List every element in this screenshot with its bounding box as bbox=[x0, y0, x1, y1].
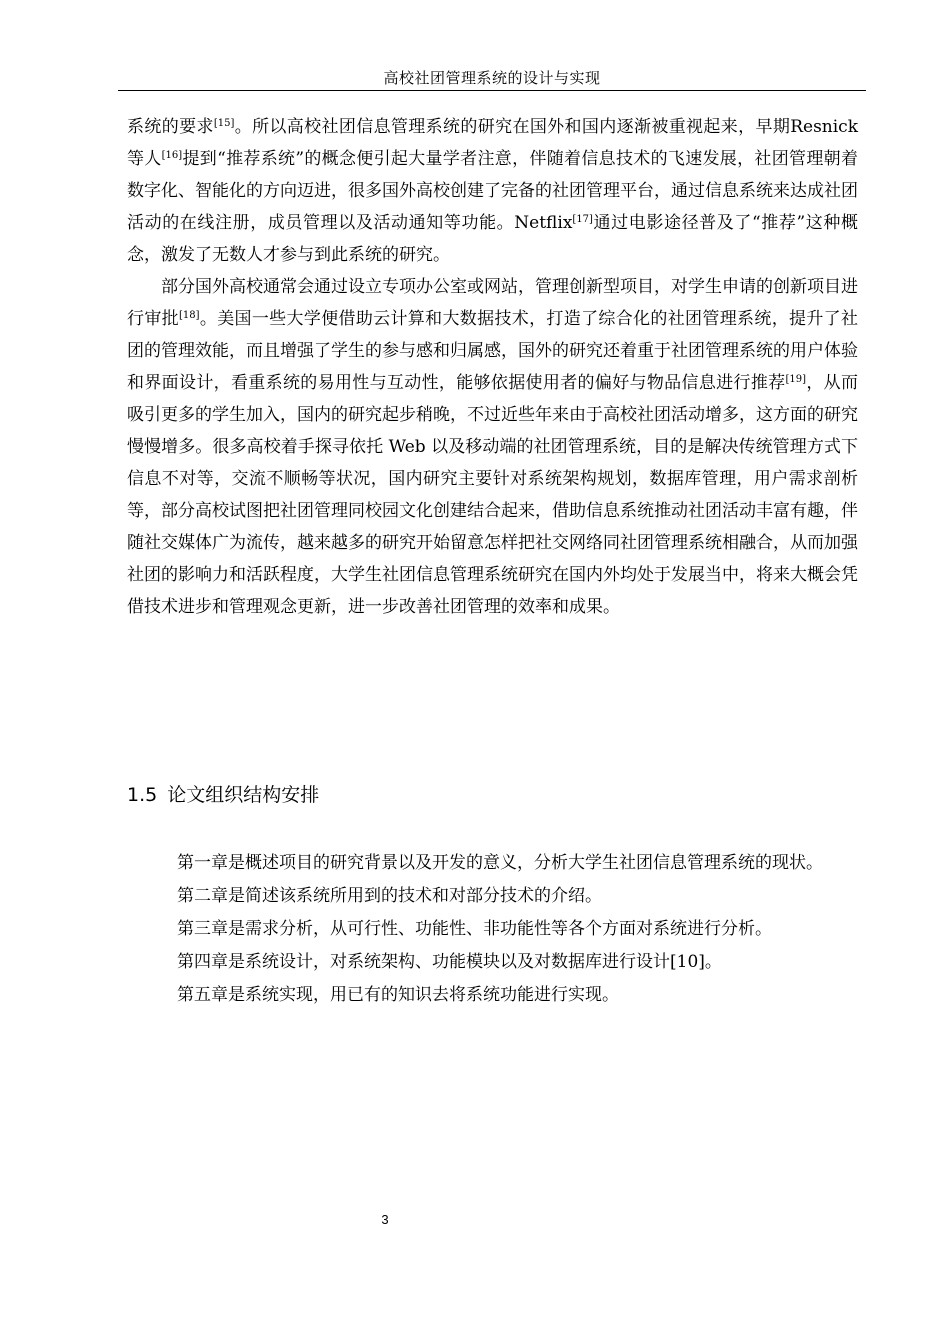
citation-15: [15] bbox=[213, 118, 235, 129]
running-header: 高校社团管理系统的设计与实现 bbox=[383, 69, 601, 87]
chapter-2: 第二章是简述该系统所用到的技术和对部分技术的介绍。 bbox=[177, 886, 602, 906]
citation-17: [17] bbox=[572, 214, 593, 225]
citation-18: [18] bbox=[179, 310, 200, 321]
chapter-4: 第四章是系统设计，对系统架构、功能模块以及对数据库进行设计[10]。 bbox=[177, 952, 722, 972]
paragraph-1 bbox=[127, 111, 858, 271]
header-rule bbox=[118, 90, 866, 91]
citation-19: [19] bbox=[785, 374, 807, 385]
p2-text-3: ，从而吸引更多的学生加入，国内的研究起步稍晚，不过近些年来由于高校社团活动增多，这方面的研究慢慢增多。很多高校着手探寻依托 Web 以及移动端的社团管理系统，目的是解决传统管理方式下信息不对等，交流不顺畅等状况，国内研究主要针对系统架构规划，数据库管理，用户需求剖析等，部分高校试图把社团管理同校园文化创建结合起来，借助信息系统推动社团活动丰富有趣，伴随社交媒体广为流传，越来越多的研究开始留意怎样把社交网络同社团管理系统相融合，从而加强社团的影响力和活跃程度，大学生社团信息管理系统研究在国内外均处于发展当中，将来大概会凭借技术进步和管理观念更新，进一步改善社团管理的效率和成果。 bbox=[127, 373, 859, 617]
body-text bbox=[127, 111, 858, 623]
paragraph-2 bbox=[127, 271, 858, 623]
section-title: 论文组织结构安排 bbox=[167, 784, 320, 806]
p1-text-3: 提到“推荐系统”的概念便引起大量学者注意，伴随着信息技术的飞速发展，社团管理朝着数字化、智能化的方向迈进，很多国外高校创建了完备的社团管理平台，通过信息系统来达成社团活动的在线注册，成员管理以及活动通知等功能。Netflix bbox=[127, 149, 858, 233]
chapter-1: 第一章是概述项目的研究背景以及开发的意义，分析大学生社团信息管理系统的现状。 bbox=[177, 853, 823, 873]
chapter-list bbox=[143, 847, 858, 1012]
chapter-5: 第五章是系统实现，用已有的知识去将系统功能进行实现。 bbox=[177, 985, 619, 1005]
p1-text-4: 通过电影途径普及了“推荐”这种概念，激发了无数人才参与到此系统的研究。 bbox=[127, 213, 858, 265]
p1-text-2: 。所以高校社团信息管理系统的研究在国外和国内逐渐被重视起来，早期Resnick 等人 bbox=[127, 117, 859, 169]
citation-16: [16] bbox=[161, 150, 183, 161]
p2-text-1: 部分国外高校通常会通过设立专项办公室或网站，管理创新型项目，对学生申请的创新项目进行审批 bbox=[127, 277, 858, 329]
section-heading bbox=[127, 780, 319, 810]
page-number: 3 bbox=[381, 1212, 389, 1227]
p2-text-2: 。美国一些大学便借助云计算和大数据技术，打造了综合化的社团管理系统，提升了社团的管理效能，而且增强了学生的参与感和归属感，国外的研究还着重于社团管理系统的用户体验和界面设计，看重系统的易用性与互动性，能够依据使用者的偏好与物品信息进行推荐 bbox=[127, 309, 859, 393]
p1-text-1: 系统的要求 bbox=[127, 117, 214, 137]
section-number: 1.5 bbox=[127, 784, 158, 806]
chapter-3: 第三章是需求分析，从可行性、功能性、非功能性等各个方面对系统进行分析。 bbox=[177, 919, 772, 939]
